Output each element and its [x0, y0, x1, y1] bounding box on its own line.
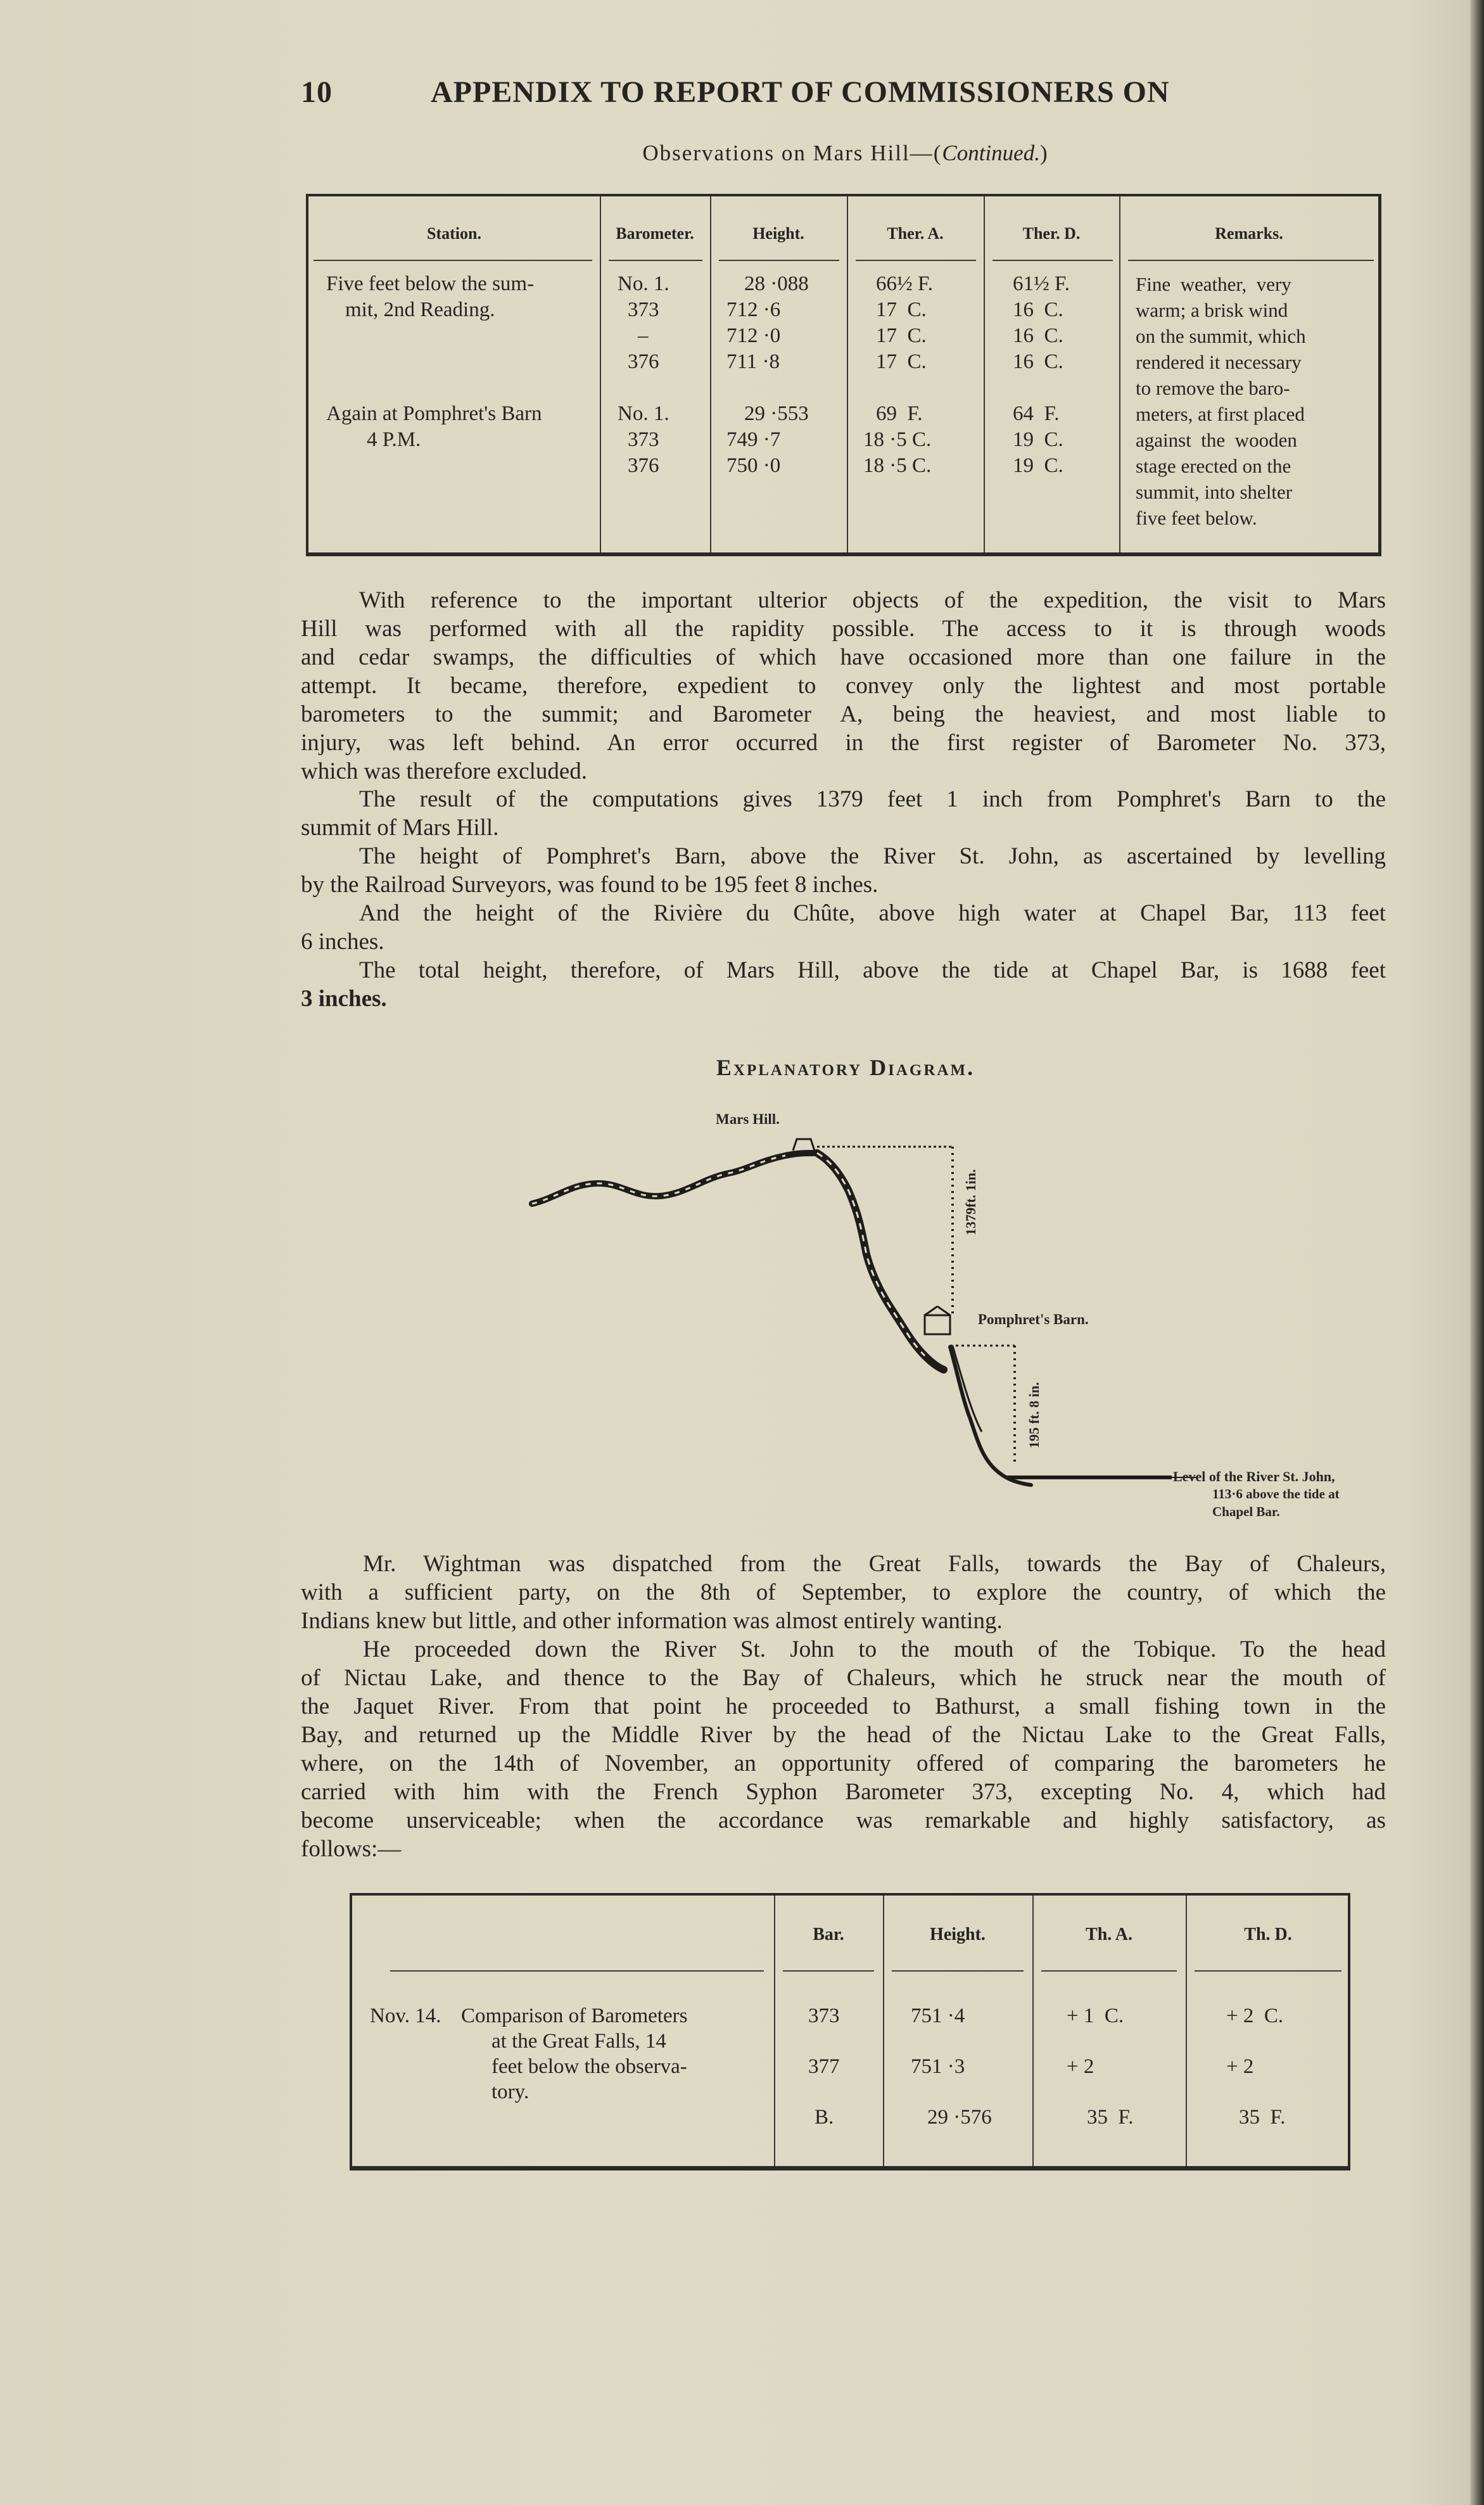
book-spine-shadow [1470, 0, 1484, 2505]
text-line: follows:— [301, 1836, 402, 1862]
text-line: attempt. It became, therefore, expedient to convey only the lightest and most portable [301, 673, 1386, 699]
ther-a-cell: 17 C. [876, 324, 927, 347]
th-a-cell: 35 F. [1087, 2106, 1134, 2129]
remarks-cell: meters, at first placed [1136, 403, 1305, 425]
header-rule [609, 260, 702, 261]
comparison-table [350, 1893, 1350, 2170]
height-cell: 712 ·6 [726, 298, 781, 321]
ther-d-cell: 64 F. [1013, 402, 1060, 425]
header-rule [892, 1970, 1024, 1972]
ther-d-cell: 16 C. [1013, 324, 1063, 347]
th-d-cell: 35 F. [1239, 2106, 1286, 2129]
header-rule [1128, 260, 1374, 261]
text-line: summit of Mars Hill. [301, 815, 499, 841]
table-column-rule [984, 196, 985, 552]
paragraph [301, 586, 1386, 615]
header-rule [1195, 1970, 1341, 1972]
station-cell: Five feet below the sum- [326, 272, 535, 295]
paragraph [301, 813, 1386, 842]
header-rule [993, 260, 1113, 261]
section-subtitle [301, 141, 1390, 166]
label-river-level: Chapel Bar. [1212, 1504, 1280, 1519]
header-rule [856, 260, 976, 261]
text-line: Bay, and returned up the Middle River by the head of the Nictau Lake to the Great Falls, [301, 1722, 1386, 1748]
table-header: Barometer. [616, 224, 694, 243]
header-rule [314, 260, 592, 261]
label-summit-height: 1379ft. 1in. [963, 1169, 979, 1235]
ther-d-cell: 16 C. [1013, 298, 1063, 321]
text-line: injury, was left behind. An error occurred in the first register of Barometer No. 373, [301, 730, 1386, 756]
text-line: and cedar swamps, the difficulties of which have occasioned more than one failure in the [301, 644, 1386, 670]
text-line: the Jaquet River. From that point he proceeded to Bathurst, a small fishing town in the [301, 1693, 1386, 1719]
page-number: 10 [301, 75, 333, 109]
header-rule [719, 260, 839, 261]
paragraph [301, 1664, 1386, 1863]
remarks-cell: Fine weather, very [1136, 273, 1291, 295]
ther-d-cell: 16 C. [1013, 350, 1063, 373]
table-header: Height. [930, 1925, 986, 1944]
table-column-rule [1119, 196, 1120, 552]
text-line: which was therefore excluded. [301, 758, 588, 784]
table-header: Ther. A. [887, 224, 944, 243]
text-line: Indians knew but little, and other information was almost entirely wanting. [301, 1608, 1003, 1634]
barometer-cell: – [638, 324, 649, 347]
height-cell: 751 ·3 [911, 2055, 965, 2078]
barometer-cell: 376 [628, 350, 659, 373]
text-line: Hill was performed with all the rapidity possible. The access to it is through woods [301, 616, 1386, 642]
barometer-cell: 373 [628, 428, 659, 451]
ther-a-cell: 18 ·5 C. [863, 454, 932, 477]
table-column-rule [847, 196, 848, 552]
paragraph [301, 985, 1386, 1013]
paragraph [301, 870, 1386, 899]
ther-a-cell: 69 F. [876, 402, 923, 425]
subtitle-italic: Continued. [942, 141, 1040, 165]
th-d-cell: + 2 C. [1226, 2005, 1284, 2027]
barometer-cell: 376 [628, 454, 659, 477]
table-column-rule [710, 196, 711, 552]
paragraph [301, 785, 1386, 813]
th-d-cell: + 2 [1226, 2055, 1254, 2078]
remarks-cell: to remove the baro- [1136, 377, 1290, 399]
barometer-cell: No. 1. [618, 272, 669, 295]
label-mars-hill: Mars Hill. [716, 1111, 780, 1127]
barometer-cell: No. 1. [618, 402, 669, 425]
header-rule [390, 1970, 764, 1972]
text-line: carried with him with the French Syphon Barometer 373, excepting No. 4, which had [301, 1779, 1386, 1805]
th-a-cell: + 1 C. [1067, 2005, 1124, 2027]
text-line: with a sufficient party, on the 8th of September, to explore the country, of which the [301, 1579, 1386, 1605]
table-header: Th. D. [1244, 1925, 1292, 1944]
text-line: by the Railroad Surveyors, was found to be 195 feet 8 inches. [301, 872, 878, 898]
ther-a-cell: 66½ F. [876, 272, 933, 295]
text-line: The result of the computations gives 1379 feet 1 inch from Pomphret's Barn to the [359, 786, 1386, 812]
label-river-level: 113·6 above the tide at [1212, 1486, 1340, 1501]
barometer-cell: 373 [628, 298, 659, 321]
description-cell: tory. [491, 2081, 530, 2103]
table-header: Ther. D. [1022, 224, 1081, 243]
paragraph [301, 615, 1386, 786]
height-cell: 749 ·7 [726, 428, 781, 451]
subtitle-main: Observations on Mars Hill—( [642, 141, 942, 165]
header-rule [783, 1970, 874, 1972]
remarks-cell: summit, into shelter [1136, 481, 1293, 503]
paragraph [301, 927, 1386, 956]
height-cell: 711 ·8 [726, 350, 780, 373]
table-header: Bar. [813, 1925, 844, 1944]
bar-cell: 373 [808, 2005, 840, 2027]
paragraph [301, 1635, 1386, 1664]
paragraph [301, 1578, 1386, 1635]
text-line: With reference to the important ulterior objects of the expedition, the visit to Mars [359, 587, 1386, 613]
remarks-cell: stage erected on the [1136, 455, 1291, 477]
remarks-cell: against the wooden [1136, 429, 1297, 451]
running-header [301, 75, 1390, 113]
explanatory-diagram [519, 1102, 1406, 1546]
text-line: where, on the 14th of November, an opportunity offered of comparing the barometers he [301, 1750, 1386, 1776]
bar-cell: 377 [808, 2055, 840, 2078]
ther-d-cell: 19 C. [1013, 454, 1063, 477]
text-line: Mr. Wightman was dispatched from the Great Falls, towards the Bay of Chaleurs, [363, 1551, 1386, 1577]
ther-a-cell: 17 C. [876, 350, 927, 373]
table-header: Remarks. [1215, 224, 1283, 243]
description-cell: feet below the observa- [491, 2055, 687, 2078]
label-barn-height: 195 ft. 8 in. [1026, 1382, 1042, 1448]
ther-a-cell: 18 ·5 C. [863, 428, 932, 451]
header-title: APPENDIX TO REPORT OF COMMISSIONERS ON [431, 75, 1170, 109]
remarks-cell: on the summit, which [1136, 325, 1306, 347]
observations-table [306, 194, 1381, 556]
height-cell: 751 ·4 [911, 2005, 965, 2027]
diagram-title: Explanatory Diagram. [716, 1055, 975, 1080]
station-cell: Again at Pomphret's Barn [326, 402, 542, 425]
remarks-cell: warm; a brisk wind [1136, 299, 1288, 321]
text-line: 3 inches. [301, 986, 387, 1012]
remarks-cell: rendered it necessary [1136, 351, 1302, 373]
description-cell: at the Great Falls, 14 [491, 2030, 666, 2053]
text-line: He proceeded down the River St. John to the mouth of the Tobique. To the head [363, 1636, 1386, 1662]
th-a-cell: + 2 [1067, 2055, 1094, 2078]
table-header: Station. [427, 224, 481, 243]
remarks-cell: five feet below. [1136, 507, 1257, 529]
paragraph [301, 956, 1386, 985]
height-cell: 28 ·088 [744, 272, 809, 295]
text-line: become unserviceable; when the accordance was remarkable and highly satisfactory, as [301, 1807, 1386, 1833]
station-cell: mit, 2nd Reading. [345, 298, 495, 321]
text-line: The total height, therefore, of Mars Hill, above the tide at Chapel Bar, is 1688 feet [359, 957, 1386, 983]
height-cell: 750 ·0 [726, 454, 781, 477]
table-column-rule [600, 196, 601, 552]
text-line: barometers to the summit; and Barometer A, being the heaviest, and most liable to [301, 701, 1386, 727]
paragraph [301, 842, 1386, 870]
subtitle-close: ) [1039, 141, 1049, 165]
height-cell: 29 ·553 [744, 402, 809, 425]
text-line: And the height of the Rivière du Chûte, above high water at Chapel Bar, 113 feet [359, 900, 1386, 926]
table-header: Th. A. [1086, 1925, 1132, 1944]
text-line: The height of Pomphret's Barn, above the River St. John, as ascertained by levelling [359, 843, 1386, 869]
paragraph [301, 899, 1386, 927]
paragraph [301, 1550, 1386, 1578]
table-header: Height. [752, 224, 804, 243]
label-river-level: Level of the River St. John, [1173, 1469, 1335, 1484]
ther-d-cell: 61½ F. [1013, 272, 1070, 295]
date-cell: Nov. 14. [370, 2005, 441, 2027]
height-cell: 712 ·0 [726, 324, 781, 347]
header-rule [1041, 1970, 1177, 1972]
ther-d-cell: 19 C. [1013, 428, 1063, 451]
description-cell: Comparison of Barometers [461, 2005, 688, 2027]
text-line: of Nictau Lake, and thence to the Bay of Chaleurs, which he struck near the mouth of [301, 1665, 1386, 1691]
height-cell: 29 ·576 [927, 2106, 992, 2129]
ther-a-cell: 17 C. [876, 298, 927, 321]
text-line: 6 inches. [301, 929, 384, 955]
bar-cell: B. [815, 2106, 834, 2129]
label-pomphrets-barn: Pomphret's Barn. [978, 1311, 1089, 1327]
station-cell: 4 P.M. [367, 428, 421, 451]
